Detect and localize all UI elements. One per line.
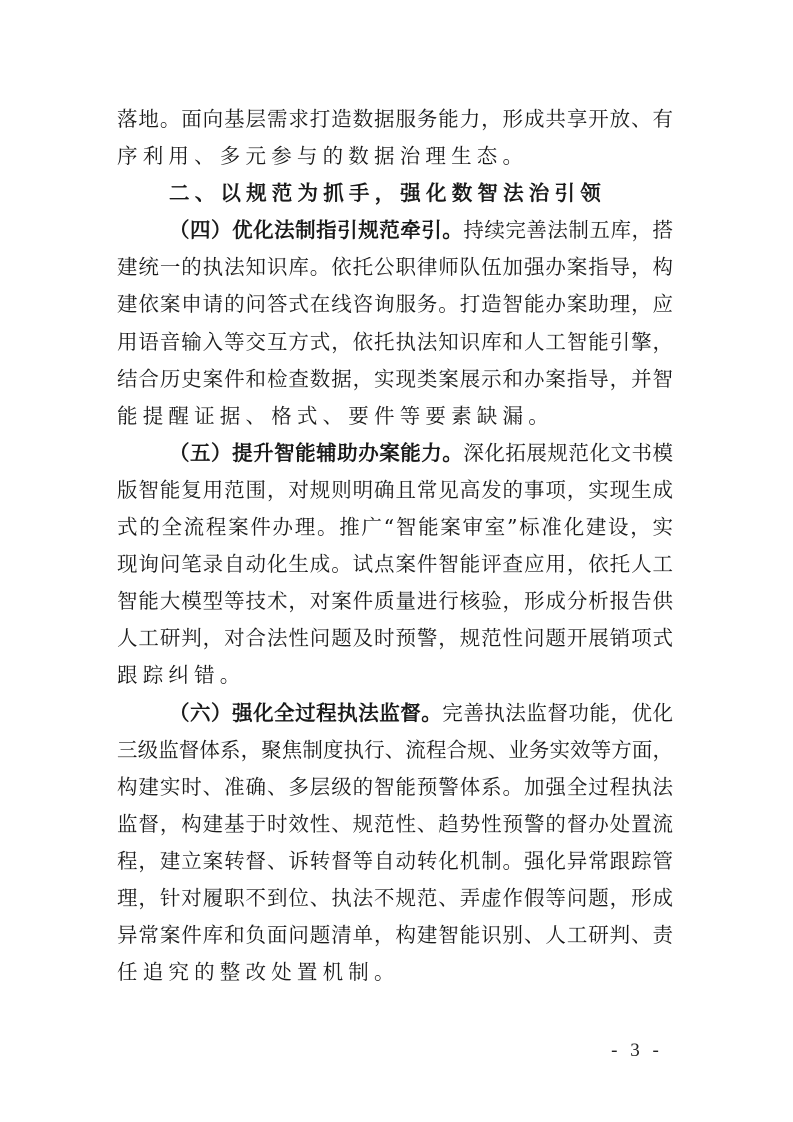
paragraph-line: 理，针对履职不到位、执法不规范、弄虚作假等问题，形成 [117,885,673,910]
paragraph-line: 现询问笔录自动化生成。试点案件智能评查应用，依托人工 [117,552,673,577]
paragraph-line: 异常案件库和负面问题清单，构建智能识别、人工研判、责 [117,923,673,948]
paragraph-line: 监督，构建基于时效性、规范性、趋势性预警的督办处置流 [117,811,673,836]
paragraph-line: 三级监督体系，聚焦制度执行、流程合规、业务实效等方面， [117,737,673,762]
paragraph-line: 式的全流程案件办理。推广“智能案审室”标准化建设，实 [117,515,673,540]
paragraph-text: 深化拓展规范化文书模 [463,440,674,465]
paragraph-line: 序利用、多元参与的数据治理生态。 [117,144,529,169]
paragraph-line: 能提醒证据、格式、要件等要素缺漏。 [117,403,554,428]
section-heading: 二、以规范为抓手，强化数智法治引领 [169,181,606,206]
subsection-title: （四）优化法制指引规范牵引。 [169,218,464,243]
paragraph-line: 任追究的整改处置机制。 [117,960,400,985]
paragraph-line: 建依案申请的问答式在线咨询服务。打造智能办案助理，应 [117,292,673,317]
paragraph-line [117,212,673,249]
paragraph-line: 程，建立案转督、诉转督等自动转化机制。强化异常跟踪管 [117,848,673,873]
paragraph-line: 人工研判，对合法性问题及时预警，规范性问题开展销项式 [117,626,673,651]
page-number: - 3 - [611,1040,663,1061]
subsection-title: （五）提升智能辅助办案能力。 [169,440,464,465]
paragraph-line: 建统一的执法知识库。依托公职律师队伍加强办案指导，构 [117,255,673,280]
document-body [117,101,673,991]
paragraph-line: 构建实时、准确、多层级的智能预警体系。加强全过程执法 [117,774,673,799]
paragraph-text: 完善执法监督功能，优化 [442,700,674,725]
paragraph-line [117,695,673,732]
paragraph-line: 跟踪纠错。 [117,663,246,688]
paragraph-line: 落地。面向基层需求打造数据服务能力，形成共享开放、有 [117,107,673,131]
paragraph-line [117,435,673,472]
paragraph-line: 用语音输入等交互方式，依托执法知识库和人工智能引擎， [117,329,673,354]
paragraph-line: 结合历史案件和检查数据，实现类案展示和办案指导，并智 [117,366,673,391]
subsection-title: （六）强化全过程执法监督。 [169,700,443,725]
paragraph-line: 智能大模型等技术，对案件质量进行核验，形成分析报告供 [117,589,673,614]
paragraph-text: 持续完善法制五库，搭 [463,218,674,243]
paragraph-line: 版智能复用范围，对规则明确且常见高发的事项，实现生成 [117,477,673,502]
